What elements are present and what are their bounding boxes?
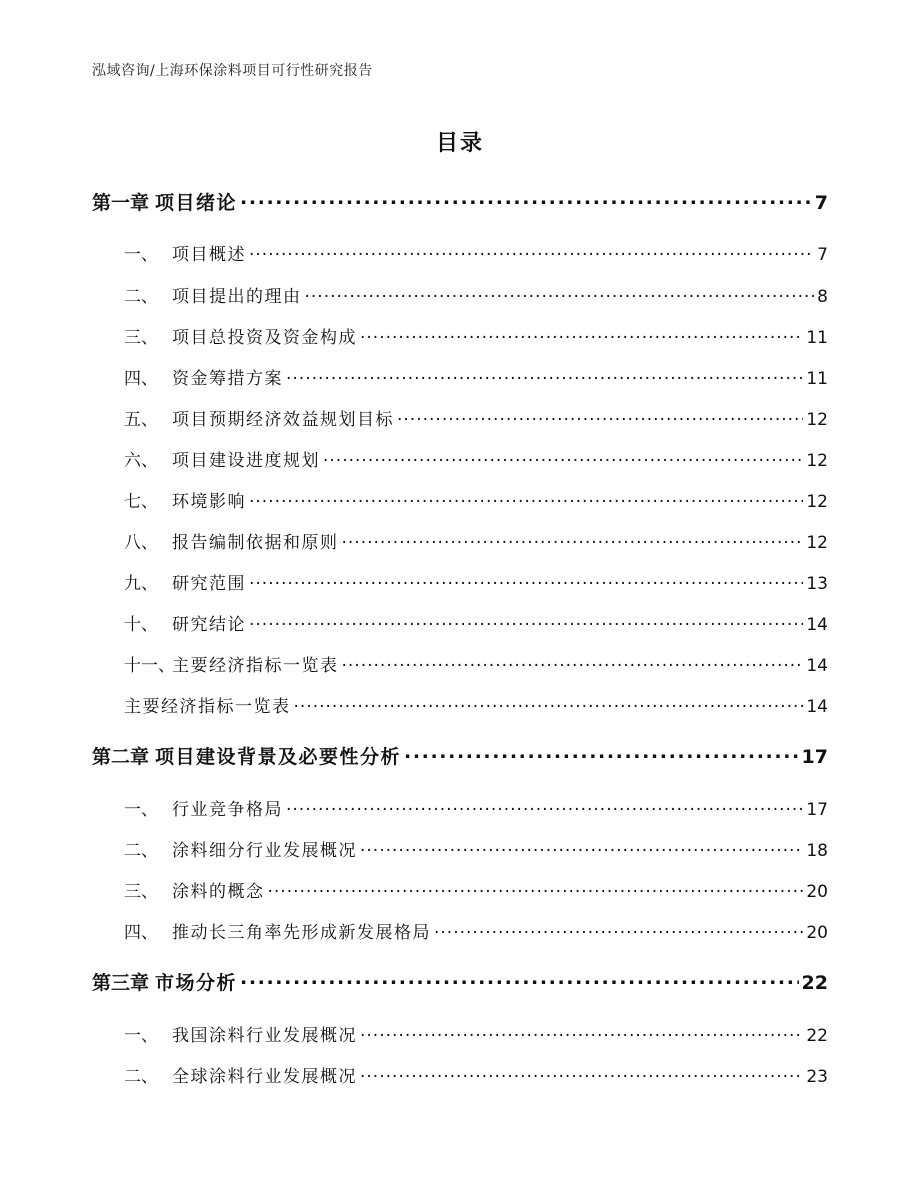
toc-entry-label: 环境影响 (172, 492, 246, 512)
toc-section-entry[interactable] (124, 918, 828, 943)
toc-chapter-entry[interactable] (92, 968, 828, 995)
toc-dot-leader (305, 285, 815, 302)
toc-entry-label: 市场分析 (155, 972, 238, 994)
toc-dot-leader (360, 839, 803, 856)
toc-entry-number: 三、 (124, 328, 158, 348)
toc-dot-leader (397, 408, 803, 425)
toc-page-number: 12 (806, 410, 828, 430)
toc-entry-label: 项目预期经济效益规划目标 (172, 410, 394, 430)
toc-entry-number: 十一、 (124, 656, 175, 676)
toc-entry-label: 主要经济指标一览表 (172, 656, 339, 676)
toc-dot-leader (360, 326, 803, 343)
toc-entry-number: 九、 (124, 574, 158, 594)
toc-page-number: 23 (806, 1067, 828, 1087)
toc-page-number: 7 (817, 245, 828, 265)
toc-entry-number: 第二章 (92, 746, 150, 768)
toc-dot-leader (360, 1065, 803, 1082)
toc-dot-leader (294, 695, 804, 712)
toc-page-number: 11 (806, 369, 828, 389)
toc-entry-number: 二、 (124, 841, 158, 861)
toc-entry-number: 一、 (124, 1026, 158, 1046)
toc-entry-number: 六、 (124, 451, 158, 471)
toc-page-number: 13 (806, 574, 828, 594)
toc-dot-leader (240, 970, 799, 989)
toc-section-entry[interactable] (124, 282, 828, 307)
toc-entry-label: 资金筹措方案 (172, 369, 283, 389)
toc-page-number: 7 (814, 192, 828, 214)
toc-dot-leader (240, 190, 812, 209)
toc-dot-leader (434, 921, 803, 938)
toc-page-number: 12 (806, 492, 828, 512)
toc-entry-number: 三、 (124, 882, 158, 902)
toc-page-number: 14 (806, 656, 828, 676)
toc-dot-leader (360, 1024, 803, 1041)
toc-entry-label: 项目概述 (172, 245, 246, 265)
toc-section-entry[interactable] (124, 795, 828, 820)
toc-entry-label: 报告编制依据和原则 (172, 533, 339, 553)
toc-dot-leader (249, 490, 803, 507)
toc-entry-number: 第三章 (92, 972, 150, 994)
toc-page-number: 17 (801, 746, 828, 768)
toc-page-number: 12 (806, 451, 828, 471)
toc-entry-label: 推动长三角率先形成新发展格局 (172, 923, 431, 943)
toc-entry-number: 第一章 (92, 192, 150, 214)
toc-page-number: 20 (806, 923, 828, 943)
toc-section-entry[interactable] (124, 836, 828, 861)
toc-page-number: 8 (817, 287, 828, 307)
toc-page-number: 14 (806, 615, 828, 635)
toc-dot-leader (342, 654, 804, 671)
toc-entry-number: 七、 (124, 492, 158, 512)
toc-dot-leader (249, 613, 803, 630)
toc-section-entry[interactable] (124, 1021, 828, 1046)
toc-dot-leader (286, 798, 803, 815)
toc-section-entry[interactable] (124, 405, 828, 430)
toc-page-number: 17 (806, 800, 828, 820)
toc-entry-label: 研究结论 (172, 615, 246, 635)
toc-dot-leader (342, 531, 804, 548)
toc-page-number: 18 (806, 841, 828, 861)
running-header: 泓域咨询/上海环保涂料项目可行性研究报告 (92, 63, 373, 79)
toc-entry-label: 项目建设进度规划 (172, 451, 320, 471)
toc-section-entry[interactable] (124, 446, 828, 471)
toc-page-number: 22 (801, 972, 828, 994)
toc-section-entry[interactable] (124, 323, 828, 348)
toc-section-entry[interactable] (124, 528, 828, 553)
toc-dot-leader (249, 572, 803, 589)
toc-section-entry[interactable] (124, 651, 828, 676)
toc-entry-label: 行业竞争格局 (172, 800, 283, 820)
toc-section-entry[interactable] (124, 569, 828, 594)
toc-title: 目录 (435, 131, 484, 156)
toc-dot-leader (286, 367, 803, 384)
toc-entry-label: 涂料的概念 (172, 882, 265, 902)
toc-section-entry[interactable] (124, 240, 828, 265)
toc-entry-label: 项目总投资及资金构成 (172, 328, 357, 348)
toc-section-entry[interactable] (124, 692, 828, 717)
toc-entry-number: 一、 (124, 245, 158, 265)
toc-page-number: 11 (806, 328, 828, 348)
toc-section-entry[interactable] (124, 877, 828, 902)
toc-section-entry[interactable] (124, 610, 828, 635)
toc-dot-leader (268, 880, 804, 897)
toc-entry-label: 项目建设背景及必要性分析 (155, 746, 402, 768)
toc-entry-label: 涂料细分行业发展概况 (172, 841, 357, 861)
toc-section-entry[interactable] (124, 1062, 828, 1087)
toc-entry-number: 二、 (124, 287, 158, 307)
toc-entry-number: 八、 (124, 533, 158, 553)
toc-section-entry[interactable] (124, 487, 828, 512)
toc-entry-number: 二、 (124, 1067, 158, 1087)
toc-entry-label: 我国涂料行业发展概况 (172, 1026, 357, 1046)
toc-entry-label: 研究范围 (172, 574, 246, 594)
toc-entry-label: 项目绪论 (155, 192, 238, 214)
toc-page-number: 20 (806, 882, 828, 902)
toc-entry-label: 主要经济指标一览表 (124, 697, 291, 717)
toc-entry-number: 四、 (124, 369, 158, 389)
toc-dot-leader (404, 744, 799, 763)
toc-entry-label: 项目提出的理由 (172, 287, 302, 307)
toc-entry-number: 十、 (124, 615, 158, 635)
toc-entry-number: 一、 (124, 800, 158, 820)
toc-chapter-entry[interactable] (92, 742, 828, 769)
toc-chapter-entry[interactable] (92, 188, 828, 215)
toc-entry-number: 四、 (124, 923, 158, 943)
toc-section-entry[interactable] (124, 364, 828, 389)
toc-dot-leader (323, 449, 803, 466)
toc-entry-number: 五、 (124, 410, 158, 430)
toc-dot-leader (249, 243, 814, 260)
toc-entry-label: 全球涂料行业发展概况 (172, 1067, 357, 1087)
toc-page-number: 22 (806, 1026, 828, 1046)
toc-page-number: 14 (806, 697, 828, 717)
toc-page-number: 12 (806, 533, 828, 553)
